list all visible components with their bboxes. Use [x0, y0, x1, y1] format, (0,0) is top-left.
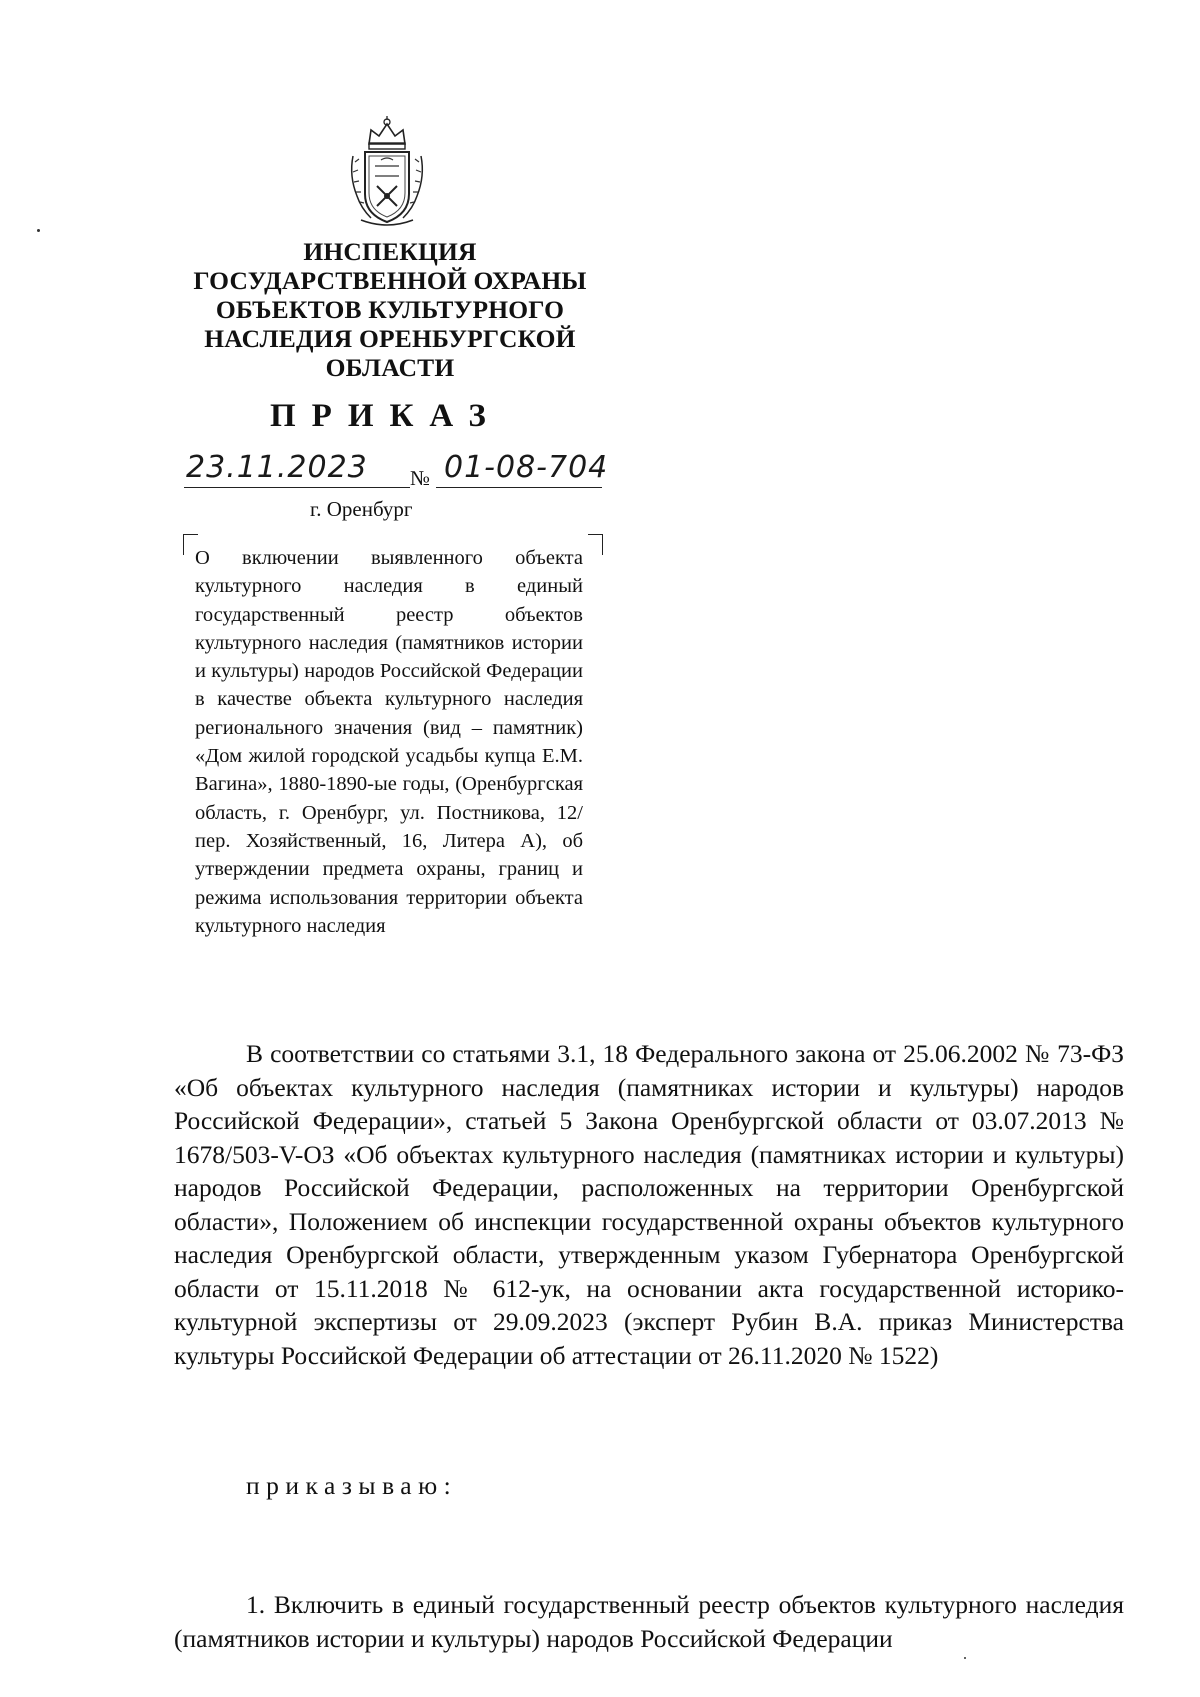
- org-line: ОБЪЕКТОВ КУЛЬТУРНОГО: [215, 295, 565, 324]
- order-number: 01-08-704: [444, 450, 609, 485]
- org-line: ИНСПЕКЦИЯ: [303, 237, 477, 266]
- subject-bracket-right: [588, 534, 603, 555]
- order-item-1: 1. Включить в единый государственный реестр объектов культурного наследия (памятников истории и культуры) народов Российской Федерации: [174, 1590, 1124, 1653]
- document-type-title: ПРИКАЗ: [270, 398, 502, 434]
- org-line: ГОСУДАРСТВЕННОЙ ОХРАНЫ: [193, 266, 587, 295]
- date-underline: [184, 487, 410, 488]
- scan-speck: [964, 1657, 966, 1659]
- order-subject: О включении выявленного объекта культурного наследия в единый государственный реестр объектов культурного наследия (памятников истории и культуры) народов Российской Федерации в качестве объекта культурного наследия регионального значения (вид – памятник) «Дом жилой городской усадьбы купца Е.М. Вагина», 1880-1890-ые годы, (Оренбургская область, г. Оренбург, ул. Постникова, 12/пер. Хозяйственный, 16, Литера А), об утверждении предмета охраны, границ и режима использования территории объекта культурного наследия: [195, 547, 583, 937]
- orders-word: приказываю:: [246, 1471, 458, 1500]
- org-line: НАСЛЕДИЯ ОРЕНБУРГСКОЙ: [204, 324, 576, 353]
- org-line: ОБЛАСТИ: [325, 353, 455, 382]
- order-date: 23.11.2023: [186, 450, 368, 485]
- organization-name: [160, 237, 620, 382]
- scan-speck: [37, 229, 40, 232]
- number-underline: [436, 487, 602, 488]
- coat-of-arms-icon: [347, 116, 427, 230]
- preamble-paragraph: В соответствии со статьями 3.1, 18 Федерального закона от 25.06.2002 № 73-ФЗ «Об объектах культурного наследия (памятниках истории и культуры) народов Российской Федерации», статьей 5 Закона Оренбургской области от 03.07.2013 № 1678/503-V-ОЗ «Об объектах культурного наследия (памятниках истории и культуры) народов Российской Федерации, расположенных на территории Оренбургской области», Положением об инспекции государственной охраны объектов культурного наследия Оренбургской области, утвержденным указом Губернатора Оренбургской области от 15.11.2018 № 612-ук, на основании акта государственной историко-культурной экспертизы от 29.09.2023 (эксперт Рубин В.А. приказ Министерства культуры Российской Федерации об аттестации от 26.11.2020 № 1522): [174, 1039, 1124, 1370]
- number-sign: №: [410, 466, 431, 490]
- city: г. Оренбург: [310, 497, 413, 521]
